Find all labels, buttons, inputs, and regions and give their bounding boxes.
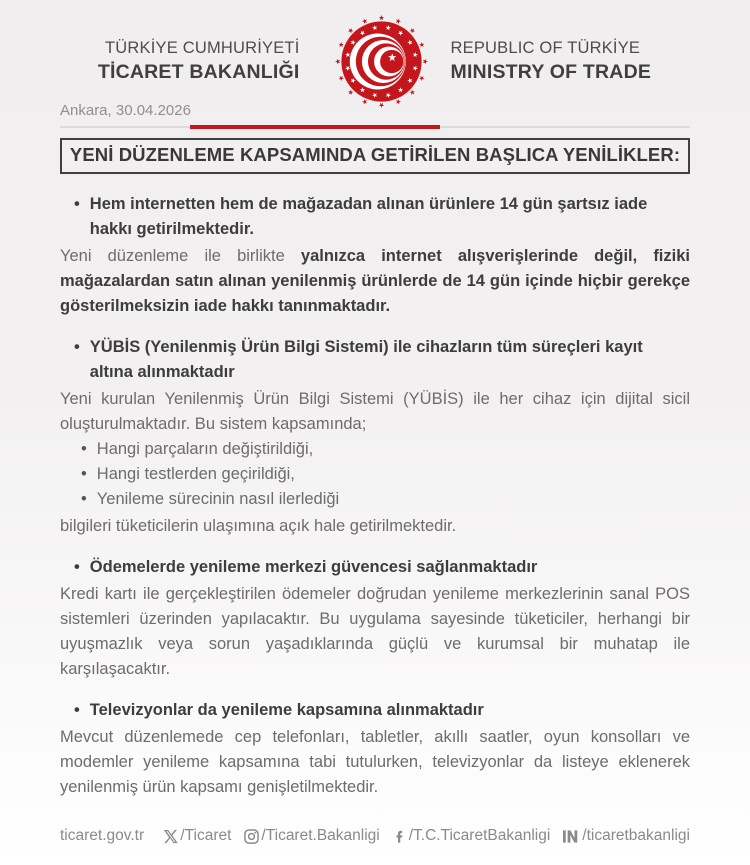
page-title: YENİ DÜZENLEME KAPSAMINDA GETİRİLEN BAŞLICA YENİLİKLER: (60, 138, 690, 174)
social-links (163, 827, 690, 845)
sub-bullet-text: Yenileme sürecinin nasıl ilerlediği (96, 490, 340, 508)
bullet-icon: • (81, 440, 87, 458)
social-handle: /T.C.TicaretBakanligi (408, 827, 551, 844)
bullet-icon: • (74, 701, 80, 719)
dateline: Ankara, 30.04.2026 (60, 102, 191, 119)
facebook-icon (393, 829, 407, 844)
bullet-heading-televisions (60, 698, 690, 723)
footer (0, 827, 750, 865)
paragraph-televisions: Mevcut düzenlemede cep telefonları, tabletler, akıllı saatler, oyun konsolları ve modemler yenileme kapsamına tabi tutulurken, televizyonlar da listeye eklenerek yenilenmiş ürün kapsamı genişletilmektedir. (60, 728, 690, 796)
bullet-heading-text: Ödemelerde yenileme merkezi güvencesi sağlanmaktadır (89, 558, 538, 576)
social-link-facebook[interactable] (393, 827, 551, 845)
announcement-body (60, 192, 690, 800)
org-en-line2: MINISTRY OF TRADE (450, 61, 652, 83)
social-link-linkedin[interactable] (563, 827, 690, 845)
sub-bullet-process (81, 487, 690, 512)
paragraph-payments: Kredi kartı ile gerçekleştirilen ödemeler doğrudan yenileme merkezlerinin sanal POS sistemleri üzerinden yapılacaktır. Bu uygulama sayesinde tüketiciler, herhangi bir uyuşmazlık veya sorun yaşadıklarında güçlü ve kurumsal bir muhatap ile karşılaşacaktır. (60, 585, 690, 678)
ministry-of-trade-logo-icon (333, 13, 430, 110)
bullet-icon: • (74, 558, 80, 576)
social-handle: /ticaretbakanligi (582, 827, 690, 844)
sub-bullet-text: Hangi parçaların değiştirildiği, (96, 440, 314, 458)
sub-bullet-tests (81, 462, 690, 487)
bullet-heading-text: Hem internetten hem de mağazadan alınan ürünlere 14 gün şartsız iade hakkı getirilmektedir. (89, 195, 648, 238)
divider (60, 125, 690, 130)
x-icon (163, 829, 178, 844)
sub-bullet-text: Hangi testlerden geçirildiği, (96, 465, 295, 483)
bullet-heading-yubis (60, 335, 690, 385)
paragraph-return-right (60, 244, 690, 319)
bullet-icon: • (74, 195, 80, 213)
social-link-instagram[interactable] (244, 827, 379, 845)
bullet-icon: • (74, 338, 80, 356)
bullet-heading-text: YÜBİS (Yenilenmiş Ürün Bilgi Sistemi) ile cihazların tüm süreçleri kayıt altına alınmaktadır (89, 338, 643, 381)
org-name-english (430, 39, 691, 84)
social-link-x[interactable] (163, 827, 231, 845)
bullet-icon: • (81, 490, 87, 508)
org-en-line1: REPUBLIC OF TÜRKİYE (450, 39, 641, 57)
instagram-icon (244, 829, 259, 844)
org-tr-line1: TÜRKİYE CUMHURİYETİ (105, 39, 300, 57)
bullet-icon: • (81, 465, 87, 483)
paragraph-bold-text: yalnızca internet alışverişlerinde değil, fiziki mağazalardan satın alınan yenilenmiş ürünlerde de 14 gün içinde hiçbir gerekçe gösterilmeksizin iade hakkı tanınmaktadır. (60, 247, 690, 315)
paragraph-yubis: Yeni kurulan Yenilenmiş Ürün Bilgi Sistemi (YÜBİS) ile her cihaz için dijital sicil oluşturulmaktadır. Bu sistem kapsamında; (60, 390, 690, 433)
social-handle: /Ticaret (180, 827, 232, 844)
paragraph-yubis-after: bilgileri tüketicilerin ulaşımına açık hale getirilmektedir. (60, 517, 457, 535)
divider-red-accent (190, 125, 440, 129)
website-link[interactable]: ticaret.gov.tr (60, 827, 145, 844)
linkedin-icon (563, 830, 580, 843)
social-handle: /Ticaret.Bakanligi (261, 827, 380, 844)
sub-bullet-parts (81, 437, 690, 462)
header (60, 0, 690, 110)
bullet-heading-text: Televizyonlar da yenileme kapsamına alınmaktadır (89, 701, 484, 719)
org-name-turkish (60, 39, 333, 84)
bullet-heading-payments (60, 555, 690, 580)
bullet-heading-return-right (60, 192, 690, 242)
paragraph-regular-text: Yeni düzenleme ile birlikte (60, 247, 301, 265)
org-tr-line2: TİCARET BAKANLIĞI (97, 61, 300, 83)
